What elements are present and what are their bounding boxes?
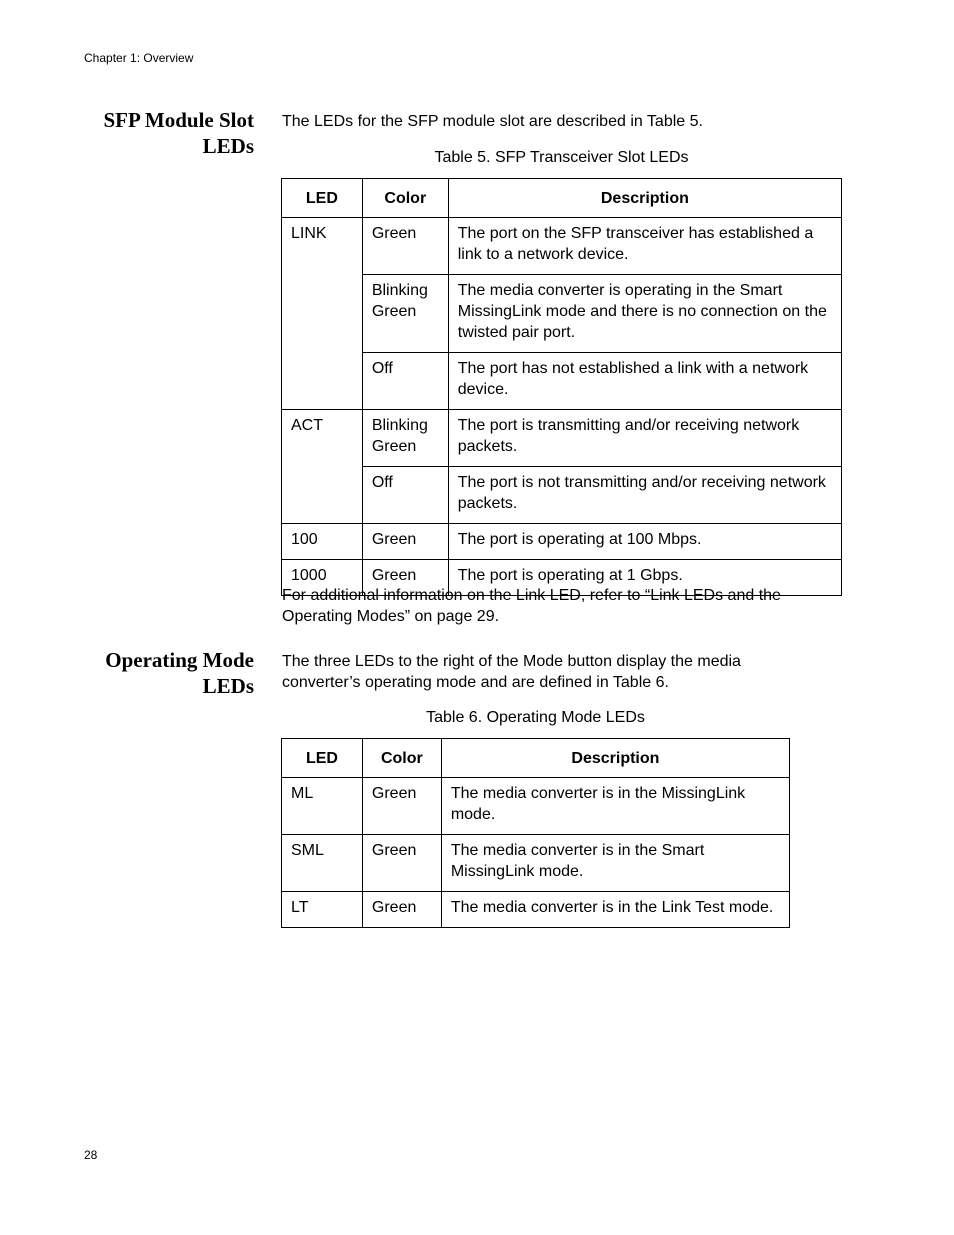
opmode-intro-paragraph: The three LEDs to the right of the Mode button display the media converter’s operating mode and are defined in Table 6. xyxy=(282,653,741,691)
table-row xyxy=(282,467,842,524)
operating-mode-led-table xyxy=(281,738,790,928)
cell-description: The port is transmitting and/or receiving network packets. xyxy=(448,410,841,467)
table-row xyxy=(282,410,842,467)
cell-description: The media converter is operating in the Smart MissingLink mode and there is no connection on the twisted pair port. xyxy=(448,275,841,353)
header-description: Description xyxy=(448,179,841,218)
table-row xyxy=(282,892,790,928)
cell-description: The media converter is in the MissingLink mode. xyxy=(441,778,789,835)
cell-color: Blinking Green xyxy=(362,275,448,353)
cell-color: Green xyxy=(362,560,448,596)
cell-led xyxy=(282,353,363,410)
cell-color: Green xyxy=(362,778,441,835)
header-description: Description xyxy=(441,739,789,778)
cell-led: 100 xyxy=(282,524,363,560)
cell-led: LT xyxy=(282,892,363,928)
sfp-led-table xyxy=(281,178,842,596)
cell-led: LINK xyxy=(282,218,363,275)
sfp-after-paragraph: For additional information on the Link LED, refer to “Link LEDs and the Operating Modes” on page 29. xyxy=(282,587,781,625)
heading-line: LEDs xyxy=(202,134,254,158)
cell-description: The media converter is in the Link Test mode. xyxy=(441,892,789,928)
cell-description: The port on the SFP transceiver has established a link to a network device. xyxy=(448,218,841,275)
heading-line: SFP Module Slot xyxy=(103,108,254,132)
table-row xyxy=(282,275,842,353)
table-row xyxy=(282,835,790,892)
header-led: LED xyxy=(282,739,363,778)
cell-description: The port has not established a link with a network device. xyxy=(448,353,841,410)
cell-description: The port is operating at 1 Gbps. xyxy=(448,560,841,596)
cell-led xyxy=(282,467,363,524)
cell-description: The port is operating at 100 Mbps. xyxy=(448,524,841,560)
table-header-row xyxy=(282,739,790,778)
table-row xyxy=(282,778,790,835)
cell-led: 1000 xyxy=(282,560,363,596)
cell-color: Blinking Green xyxy=(362,410,448,467)
cell-led: SML xyxy=(282,835,363,892)
page-number: 28 xyxy=(84,1148,98,1162)
cell-color: Green xyxy=(362,835,441,892)
cell-led xyxy=(282,275,363,353)
table-row xyxy=(282,524,842,560)
cell-color: Green xyxy=(362,524,448,560)
cell-color: Green xyxy=(362,218,448,275)
cell-color: Off xyxy=(362,467,448,524)
sfp-intro-paragraph: The LEDs for the SFP module slot are described in Table 5. xyxy=(282,113,703,130)
header-color: Color xyxy=(362,179,448,218)
table-header-row xyxy=(282,179,842,218)
table-5-caption: Table 5. SFP Transceiver Slot LEDs xyxy=(434,149,689,166)
table-row xyxy=(282,218,842,275)
cell-description: The port is not transmitting and/or receiving network packets. xyxy=(448,467,841,524)
cell-color: Off xyxy=(362,353,448,410)
section-heading-operating-mode xyxy=(105,647,254,699)
section-heading-sfp xyxy=(103,107,254,159)
table-row xyxy=(282,353,842,410)
header-color: Color xyxy=(362,739,441,778)
cell-description: The media converter is in the Smart MissingLink mode. xyxy=(441,835,789,892)
cell-color: Green xyxy=(362,892,441,928)
heading-line: Operating Mode xyxy=(105,648,254,672)
cell-led: ML xyxy=(282,778,363,835)
heading-line: LEDs xyxy=(202,674,254,698)
cell-led: ACT xyxy=(282,410,363,467)
table-6-caption: Table 6. Operating Mode LEDs xyxy=(426,709,645,726)
header-led: LED xyxy=(282,179,363,218)
running-head: Chapter 1: Overview xyxy=(84,51,194,65)
